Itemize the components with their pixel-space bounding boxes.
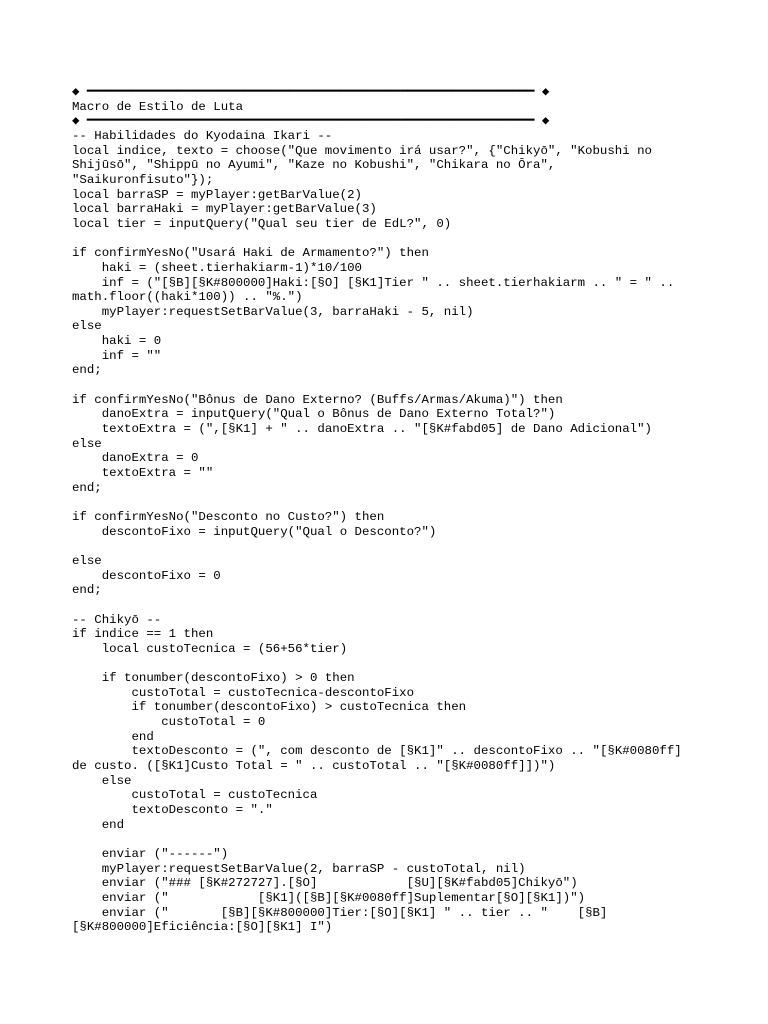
code-line: end;	[72, 363, 102, 378]
code-line: if indice == 1 then	[72, 627, 214, 642]
code-line: if tonumber(descontoFixo) > custoTecnica then	[72, 700, 467, 715]
code-line: end;	[72, 583, 102, 598]
code-line: descontoFixo = 0	[72, 568, 221, 583]
code-line: end;	[72, 480, 102, 495]
code-line: enviar (" [§K1]([§B][§K#0080ff]Suplementar[§O][§K1])")	[72, 890, 586, 905]
code-line	[72, 378, 702, 393]
code-line: local barraSP = myPlayer:getBarValue(2)	[72, 187, 362, 202]
code-line: else	[72, 773, 132, 788]
code-line: custoTotal = custoTecnica-descontoFixo	[72, 685, 415, 700]
document-page	[72, 85, 702, 935]
code-line	[72, 598, 702, 613]
code-line: if confirmYesNo("Usará Haki de Armamento?") then	[72, 246, 429, 261]
code-line	[72, 495, 702, 510]
code-line: textoExtra = ""	[72, 466, 214, 481]
code-line: if confirmYesNo("Desconto no Custo?") then	[72, 509, 385, 524]
code-line: end	[72, 817, 125, 832]
code-line: haki = (sheet.tierhakiarm-1)*10/100	[72, 260, 362, 275]
code-line: local indice, texto = choose("Que movimento irá usar?", {"Chikyō", "Kobushi no Shijūsō", "Shippū no Ayumi", "Kaze no Kobushi", "Chikara no Ōra", "Saikuronfisuto"});	[72, 143, 660, 187]
code-line: custoTotal = 0	[72, 715, 266, 730]
code-line: enviar ("### [§K#272727].[§O] [§U][§K#fabd05]Chikyō")	[72, 876, 578, 891]
code-line: if confirmYesNo("Bônus de Dano Externo? (Buffs/Armas/Akuma)") then	[72, 392, 563, 407]
code-line	[72, 657, 702, 672]
code-line: inf = ("[§B][§K#800000]Haki:[§O] [§K1]Tier " .. sheet.tierhakiarm .. " = " .. math.floor((haki*100)) .. "%.")	[72, 275, 682, 305]
code-line: enviar (" [§B][§K#800000]Tier:[§O][§K1] " .. tier .. " [§B][§K#800000]Eficiência:[§O][§K1] I")	[72, 905, 608, 935]
code-line: myPlayer:requestSetBarValue(2, barraSP - custoTotal, nil)	[72, 861, 526, 876]
code-line: textoDesconto = "."	[72, 803, 273, 818]
code-line: end	[72, 729, 154, 744]
code-line: else	[72, 436, 102, 451]
code-line: haki = 0	[72, 334, 162, 349]
code-line: myPlayer:requestSetBarValue(3, barraHaki - 5, nil)	[72, 304, 474, 319]
code-line: else	[72, 319, 102, 334]
code-line: textoExtra = (",[§K1] + " .. danoExtra .. "[§K#fabd05] de Dano Adicional")	[72, 422, 652, 437]
code-line: local tier = inputQuery("Qual seu tier de EdL?", 0)	[72, 216, 452, 231]
code-line: inf = ""	[72, 348, 162, 363]
code-line: -- Chikyō --	[72, 612, 162, 627]
code-line: if tonumber(descontoFixo) > 0 then	[72, 671, 355, 686]
code-line: Macro de Estilo de Luta	[72, 99, 244, 114]
code-line: local custoTecnica = (56+56*tier)	[72, 641, 348, 656]
code-line: -- Habilidades do Kyodaina Ikari --	[72, 128, 333, 143]
code-line: enviar ("------")	[72, 847, 229, 862]
code-line	[72, 232, 702, 247]
code-line: textoDesconto = (", com desconto de [§K1]" .. descontoFixo .. "[§K#0080ff] de custo. ([§K1]Custo Total = " .. custoTotal .. "[§K#0080ff]])")	[72, 744, 690, 774]
code-line: danoExtra = inputQuery("Qual o Bônus de Dano Externo Total?")	[72, 407, 556, 422]
code-line	[72, 539, 702, 554]
code-line: custoTotal = custoTecnica	[72, 788, 318, 803]
code-line: descontoFixo = inputQuery("Qual o Desconto?")	[72, 524, 437, 539]
code-line: danoExtra = 0	[72, 451, 199, 466]
code-line: else	[72, 553, 102, 568]
macro-code-block	[72, 85, 702, 935]
code-line	[72, 832, 702, 847]
code-line: ◆ ━━━━━━━━━━━━━━━━━━━━━━━━━━━━━━━━━━━━━━━━━━━━━━━━━━━━━━━━━━━━ ◆	[72, 85, 550, 99]
code-line: local barraHaki = myPlayer:getBarValue(3)	[72, 202, 377, 217]
code-line: ◆ ━━━━━━━━━━━━━━━━━━━━━━━━━━━━━━━━━━━━━━━━━━━━━━━━━━━━━━━━━━━━ ◆	[72, 114, 550, 129]
